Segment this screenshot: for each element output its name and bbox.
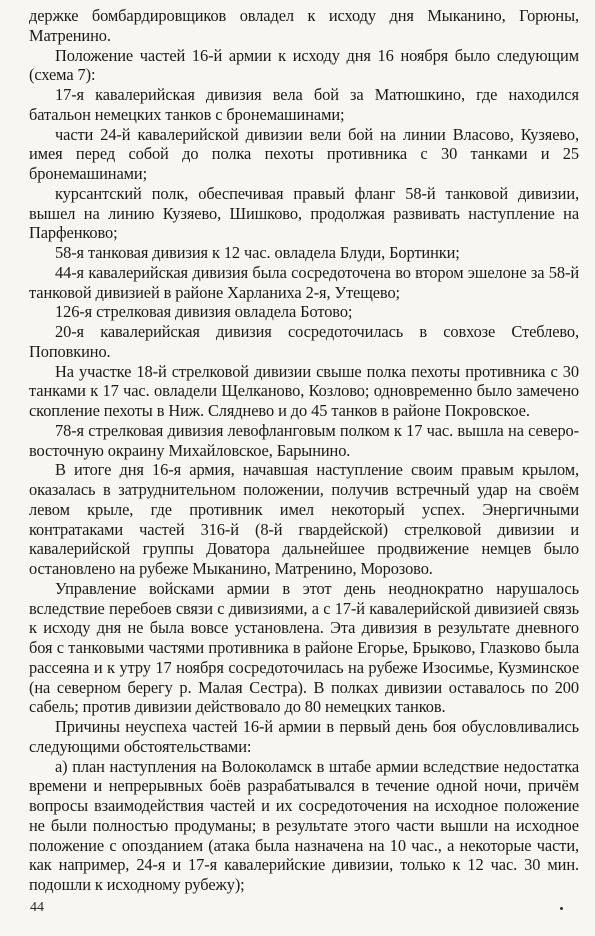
paragraph: 20-я кавалерийская дивизия сосредоточилась в совхозе Стеблево, Поповкино. bbox=[29, 322, 579, 361]
paragraph: 44-я кавалерийская дивизия была сосредоточена во втором эшелоне за 58-й танковой дивизией в районе Харланиха 2-я, Утещево; bbox=[29, 262, 579, 302]
paragraph: 126-я стрелковая дивизия овладела Ботово; bbox=[55, 302, 353, 322]
paragraph: Положение частей 16-й армии к исходу дня 16 ноября было следующим (схема 7): bbox=[29, 45, 579, 85]
paragraph: Управление войсками армии в этот день неоднократно нарушалось вследствие перебоев связи с дивизиями, а с 17-й кавалерийской дивизией связь к исходу дня не была вовсе установлена. Эта дивизия в результате дневного боя с танковыми частями противника в районе Егорье, Брыково, Глазково была рассеяна и к утру 17 ноября сосредоточилась на рубеже Изосимье, Кузминское (на северном берегу р. Малая Сестра). В полках дивизии оставалось по 200 сабель; против дивизии действовало до 80 немецких танков. bbox=[29, 578, 579, 717]
page-number: 44 bbox=[30, 900, 44, 915]
paragraph: держке бомбардировщиков овладел к исходу дня Мыканино, Горюны, Матренино. bbox=[29, 6, 579, 45]
paragraph: части 24-й кавалерийской дивизии вели бой на линии Власово, Кузяево, имея перед собой до полка пехоты противника с 30 танками и 25 бронемашинами; bbox=[29, 124, 579, 183]
body-text bbox=[29, 6, 579, 895]
paragraph: Причины неуспеха частей 16-й армии в первый день боя обусловливались следующими обстоятельствами: bbox=[29, 717, 579, 756]
print-speck bbox=[560, 907, 563, 910]
paragraph: 17-я кавалерийская дивизия вела бой за Матюшкино, где находился батальон немецких танков с бронемашинами; bbox=[29, 85, 579, 124]
paragraph: На участке 18-й стрелковой дивизии свыше полка пехоты противника с 30 танками к 17 час. овладели Щелканово, Козлово; одновременно было замечено скопление пехоты в Ниж. Слядневo и до 45 танков в районе Покровское. bbox=[29, 361, 579, 420]
paragraph: курсантский полк, обеспечивая правый фланг 58-й танковой дивизии, вышел на линию Кузяево, Шишково, продолжая развивать наступление на Парфенково; bbox=[29, 183, 579, 243]
paragraph: 78-я стрелковая дивизия левофланговым полком к 17 час. вышла на северо-восточную окраину Михайловское, Барынино. bbox=[29, 420, 579, 460]
paragraph: В итоге дня 16-я армия, начавшая наступление своим правым крылом, оказалась в затруднительном положении, получив встречный удар на своём левом крыле, где противник имел некоторый успех. Энергичными контратаками частей 316-й (8-й гвардейской) стрелковой дивизии и кавалерийской группы Доватора дальнейшее продвижение немцев было остановлено на рубеже Мыканино, Матренино, Морозово. bbox=[29, 460, 579, 578]
paragraph: 58-я танковая дивизия к 12 час. овладела Блуди, Бортинки; bbox=[55, 243, 460, 262]
paragraph: а) план наступления на Волоколамск в штабе армии вследствие недостатка времени и непрерывных боёв разрабатывался в течение одной ночи, причём вопросы взаимодействия частей и их сосредоточения на исходное положение не были полностью продуманы; в результате этого части вышли на исходное положение с опозданием (атака была назначена на 10 час., а некоторые части, как например, 24-я и 17-я кавалерийские дивизии, только к 12 час. 30 мин. подошли к исходному рубежу); bbox=[29, 756, 579, 894]
